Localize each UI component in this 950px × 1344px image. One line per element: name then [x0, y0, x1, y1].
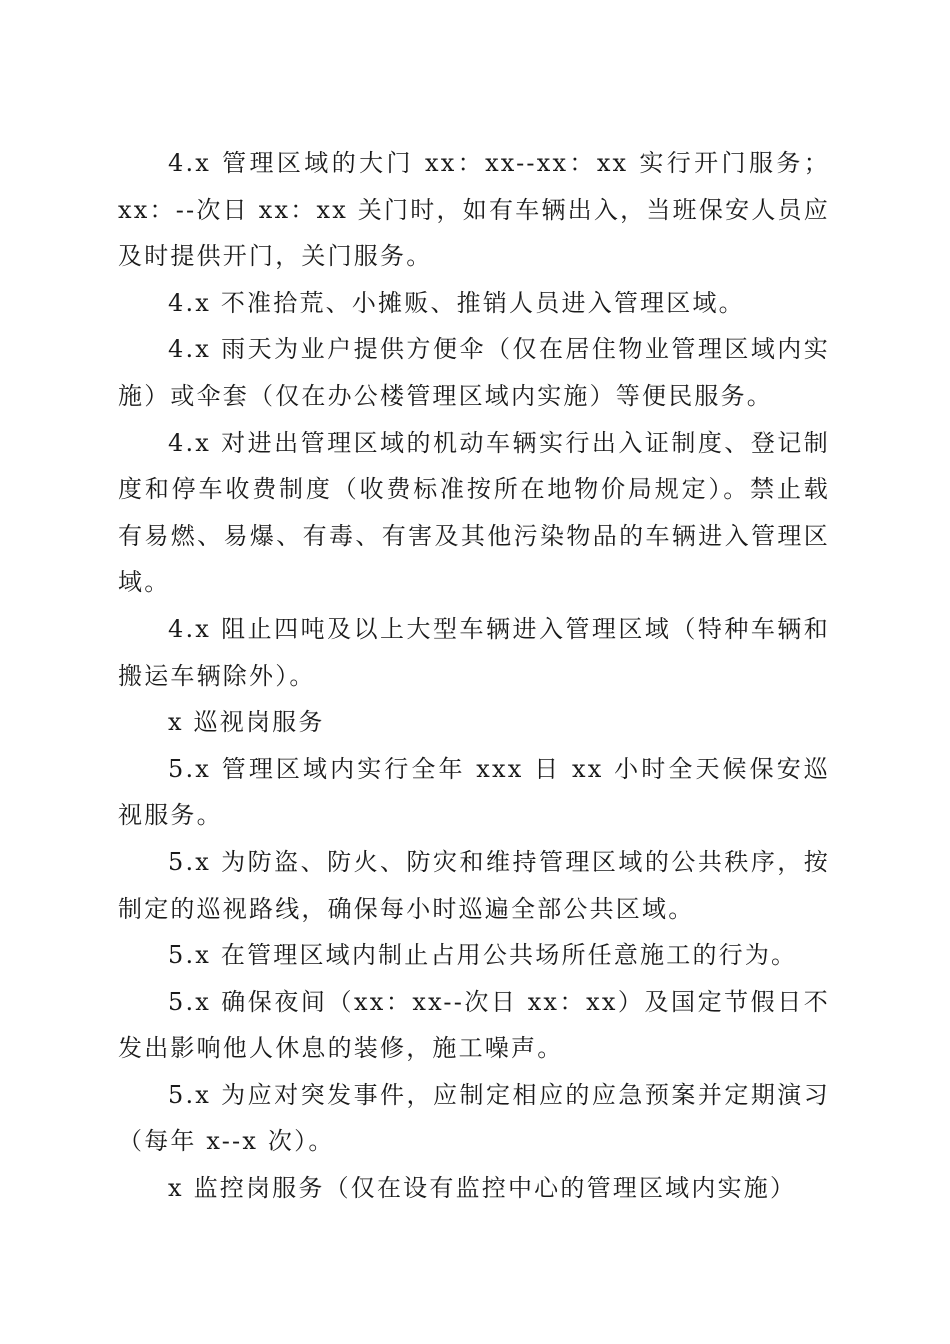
paragraph-stop-construction: 5.x 在管理区域内制止占用公共场所任意施工的行为。 — [168, 941, 798, 970]
paragraph-patrol-24h: 5.x 管理区域内实行全年 xxx 日 xx 小时全天候保安巡视服务。 — [118, 754, 830, 830]
section-heading-monitoring: x 监控岗服务（仅在设有监控中心的管理区域内实施） — [168, 1174, 797, 1203]
paragraph-main-gate-service: 4.x 管理区域的大门 xx：xx--xx：xx 实行开门服务；xx：--次日 xx：xx 关门时，如有车辆出入，当班保安人员应及时提供开门，关门服务。 — [118, 149, 830, 271]
paragraph-umbrella-service: 4.x 雨天为业户提供方便伞（仅在居住物业管理区域内实施）或伞套（仅在办公楼管理区域内实施）等便民服务。 — [118, 335, 830, 410]
document-page — [118, 140, 830, 1212]
section-heading-patrol: x 巡视岗服务 — [168, 708, 325, 737]
paragraph-vehicle-permit: 4.x 对进出管理区域的机动车辆实行出入证制度、登记制度和停车收费制度（收费标准按所在地物价局规定）。禁止载有易燃、易爆、有毒、有害及其他污染物品的车辆进入管理区域。 — [118, 428, 830, 597]
paragraph-large-vehicles: 4.x 阻止四吨及以上大型车辆进入管理区域（特种车辆和搬运车辆除外）。 — [118, 614, 830, 690]
paragraph-night-noise: 5.x 确保夜间（xx：xx--次日 xx：xx）及国定节假日不发出影响他人休息的装修，施工噪声。 — [118, 987, 830, 1063]
paragraph-no-vendors: 4.x 不准拾荒、小摊贩、推销人员进入管理区域。 — [168, 288, 745, 317]
paragraph-emergency-plan: 5.x 为应对突发事件，应制定相应的应急预案并定期演习（每年 x--x 次）。 — [118, 1080, 830, 1156]
paragraph-patrol-route: 5.x 为防盗、防火、防灾和维持管理区域的公共秩序，按制定的巡视路线，确保每小时巡遍全部公共区域。 — [118, 847, 830, 923]
